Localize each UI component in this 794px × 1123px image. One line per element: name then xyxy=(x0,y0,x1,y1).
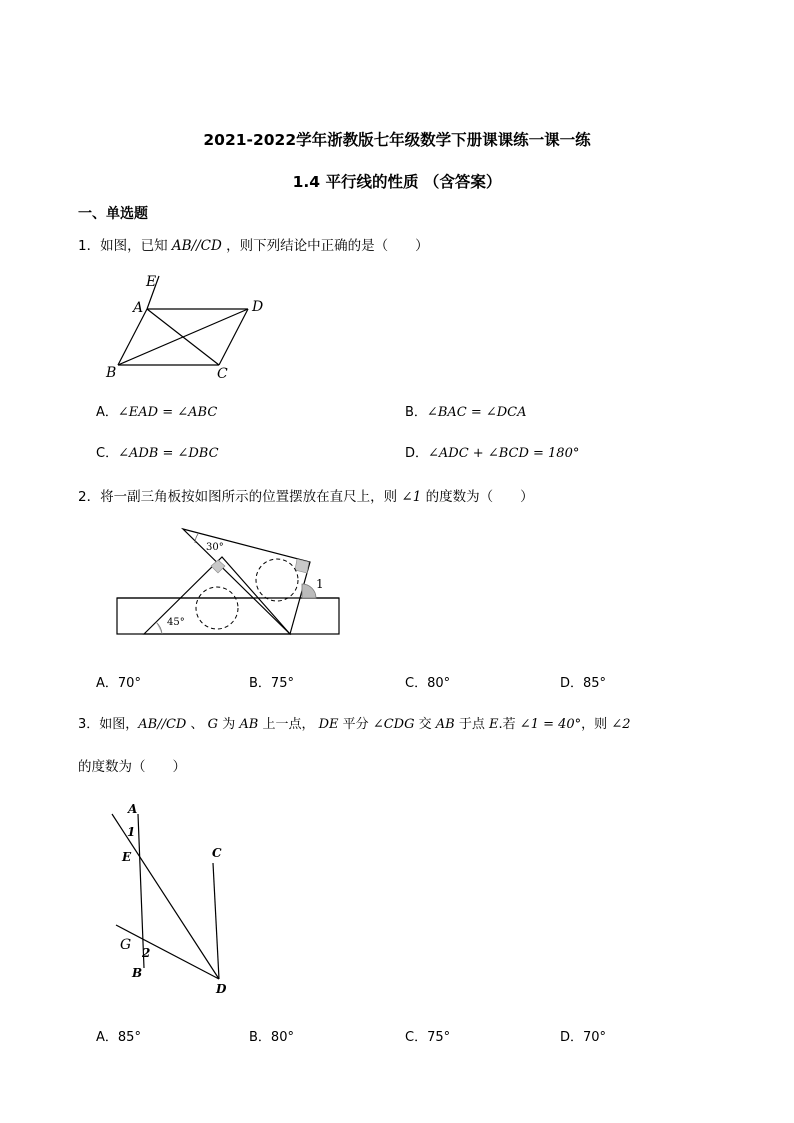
fig3-label-b: B xyxy=(132,966,143,980)
section-heading: 一、单选题 xyxy=(78,206,148,222)
fig2-label-45: 45° xyxy=(167,617,185,628)
question-1-figure xyxy=(100,265,300,385)
fig2-dashed-circle-1 xyxy=(196,587,238,629)
page-subtitle: 1.4 平行线的性质 （含答案） xyxy=(292,173,502,191)
question-2-suffix: 的度数为（ ） xyxy=(425,489,534,505)
page-title: 2021-2022学年浙教版七年级数学下册课课练一课一练 xyxy=(203,131,591,149)
question-1-condition: AB//CD xyxy=(171,238,222,254)
q1-option-b[interactable]: B．∠BAC = ∠DCA xyxy=(405,405,527,420)
fig1-label-c: C xyxy=(217,366,228,382)
fig1-label-d: D xyxy=(252,299,264,315)
fig1-line-bd xyxy=(118,309,248,365)
q2-option-a[interactable]: A．70° xyxy=(96,676,141,691)
fig1-line-dc xyxy=(219,309,248,365)
q3-option-c[interactable]: C．75° xyxy=(405,1030,451,1045)
question-1-prefix: 1．如图，已知 xyxy=(78,238,168,254)
fig3-label-e: E xyxy=(122,850,132,864)
q1-option-a[interactable]: A．∠EAD = ∠ABC xyxy=(96,405,218,420)
q3-option-b[interactable]: B．80° xyxy=(249,1030,294,1045)
question-3-figure xyxy=(100,800,240,1000)
question-2-angle: ∠1 xyxy=(401,489,422,505)
question-1-suffix: ，则下列结论中正确的是（ ） xyxy=(226,238,429,254)
fig3-label-c: C xyxy=(212,846,222,860)
q2-option-d[interactable]: D．85° xyxy=(560,676,607,691)
fig2-triangle-30 xyxy=(183,529,310,634)
fig3-label-g: G xyxy=(120,937,132,953)
q1-option-d[interactable]: D．∠ADC + ∠BCD = 180° xyxy=(405,446,580,461)
fig1-label-a: A xyxy=(133,300,144,316)
question-3-line-1: 3．如图，AB//CD 、 G 为 AB 上一点， DE 平分 ∠CDG 交 AB 于点 E.若 ∠1 = 40°，则 ∠2 xyxy=(78,717,631,732)
fig2-arc-1 xyxy=(302,584,316,598)
q2-option-c[interactable]: C．80° xyxy=(405,676,451,691)
fig1-line-ab xyxy=(118,309,147,365)
fig1-label-b: B xyxy=(106,365,117,381)
question-1 xyxy=(78,234,429,254)
q3-option-d[interactable]: D．70° xyxy=(560,1030,607,1045)
fig2-label-1: 1 xyxy=(316,577,324,591)
fig2-label-30: 30° xyxy=(206,542,224,553)
q3-option-a[interactable]: A．85° xyxy=(96,1030,141,1045)
fig1-label-e: E xyxy=(146,274,157,290)
q1-option-c[interactable]: C．∠ADB = ∠DBC xyxy=(96,446,219,461)
q2-option-b[interactable]: B．75° xyxy=(249,676,294,691)
question-2-prefix: 2．将一副三角板按如图所示的位置摆放在直尺上，则 xyxy=(78,489,398,505)
fig3-line-cd xyxy=(213,863,219,979)
fig3-line-ab xyxy=(138,814,144,968)
fig3-label-d: D xyxy=(216,982,227,996)
fig3-label-2: 2 xyxy=(142,946,151,960)
question-2-figure xyxy=(110,522,350,642)
fig3-label-1: 1 xyxy=(127,825,136,839)
question-2 xyxy=(78,485,534,505)
fig2-arc-45 xyxy=(156,622,162,634)
fig3-label-a: A xyxy=(128,802,138,816)
question-3-line-2: 的度数为（ ） xyxy=(78,759,186,775)
